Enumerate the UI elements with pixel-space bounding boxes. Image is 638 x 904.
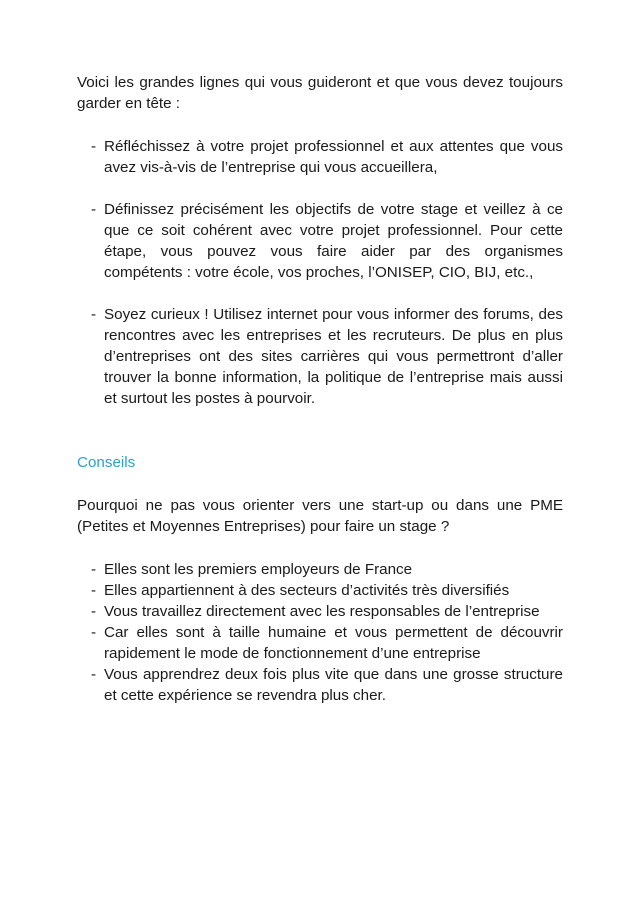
list-item: - Elles sont les premiers employeurs de France [77,559,563,580]
list-item: - Car elles sont à taille humaine et vous permettent de découvrir rapidement le mode de fonctionnement d’une entreprise [77,622,563,664]
intro-paragraph: Voici les grandes lignes qui vous guideront et que vous devez toujours garder en tête : [77,74,563,112]
list-item: - Vous travaillez directement avec les responsables de l’entreprise [77,601,563,622]
section-title-conseils: Conseils [77,454,136,471]
list-item: - Vous apprendrez deux fois plus vite que dans une grosse structure et cette expérience se revendra plus cher. [77,664,563,706]
question-paragraph: Pourquoi ne pas vous orienter vers une start-up ou dans une PME (Petites et Moyennes Entreprises) pour faire un stage ? [77,497,563,535]
document-body [77,72,563,706]
list-item: - Réfléchissez à votre projet professionnel et aux attentes que vous avez vis-à-vis de l’entreprise qui vous accueillera, [77,136,563,178]
reasons-list [77,559,563,706]
guidelines-list [77,136,563,409]
list-item: - Soyez curieux ! Utilisez internet pour vous informer des forums, des rencontres avec les entreprises et les recruteurs. De plus en plus d’entreprises ont des sites carrières qui vous permettront d’aller trouver la bonne information, la politique de l’entreprise mais aussi et surtout les postes à pourvoir. [77,304,563,409]
list-item: - Définissez précisément les objectifs de votre stage et veillez à ce que ce soit cohérent avec votre projet professionnel. Pour cette étape, vous pouvez vous faire aider par des organismes compétents : votre école, vos proches, l’ONISEP, CIO, BIJ, etc., [77,199,563,283]
list-item: - Elles appartiennent à des secteurs d’activités très diversifiés [77,580,563,601]
